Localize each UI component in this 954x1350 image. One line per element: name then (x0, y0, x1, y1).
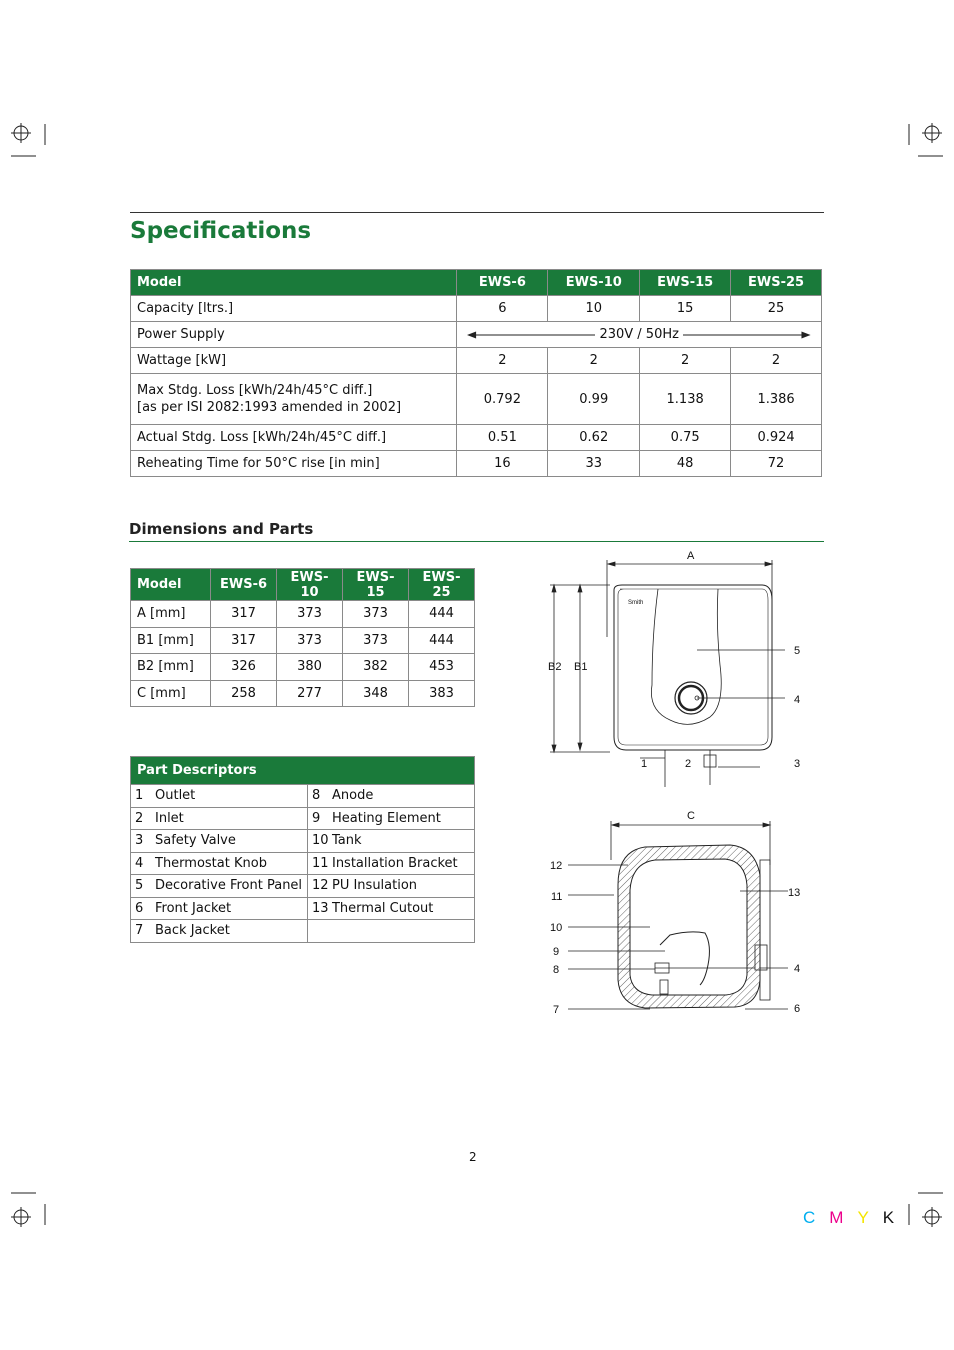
cmyk-k: K (882, 1208, 895, 1227)
callout-10: 10 (550, 922, 563, 934)
part-item: 4 Thermostat Knob (131, 852, 308, 875)
dimensions-table (130, 568, 475, 707)
cell: 2 (457, 348, 548, 374)
cell: 317 (211, 601, 277, 628)
cell: 326 (211, 654, 277, 681)
part-descriptors-table (130, 756, 475, 943)
table-row (131, 875, 475, 898)
table-header-row (131, 757, 475, 785)
row-label: Wattage [kW] (131, 348, 457, 374)
header-model: Model (131, 569, 211, 601)
section-view-diagram (540, 805, 830, 1030)
cell: 6 (457, 296, 548, 322)
cmyk-y: Y (857, 1208, 869, 1227)
callout-12: 12 (550, 860, 563, 872)
table-row (131, 897, 475, 920)
cell: 383 (409, 680, 475, 707)
part-item: 7 Back Jacket (131, 920, 308, 943)
cell: 0.99 (548, 374, 640, 425)
row-label: B2 [mm] (131, 654, 211, 681)
cell: 1.386 (731, 374, 822, 425)
cell: 0.51 (457, 425, 548, 451)
callout-11: 11 (551, 891, 563, 903)
callout-4b: 4 (794, 963, 801, 975)
cell: 2 (731, 348, 822, 374)
header-ews25: EWS-25 (731, 270, 822, 296)
header-ews10: EWS-10 (277, 569, 343, 601)
table-header-row (131, 569, 475, 601)
header-ews6: EWS-6 (211, 569, 277, 601)
label-b1: B1 (574, 661, 588, 673)
table-row (131, 451, 822, 477)
callout-13: 13 (788, 887, 801, 899)
cell: 25 (731, 296, 822, 322)
cell: 2 (640, 348, 731, 374)
row-label: Power Supply (131, 322, 457, 348)
header-ews25: EWS-25 (409, 569, 475, 601)
row-label: Actual Stdg. Loss [kWh/24h/45°C diff.] (131, 425, 457, 451)
section-title-dimensions: Dimensions and Parts (129, 520, 314, 538)
cell: 0.924 (731, 425, 822, 451)
cell: 373 (343, 627, 409, 654)
part-item-empty (307, 920, 474, 943)
cell: 2 (548, 348, 640, 374)
section-rule (129, 541, 824, 542)
callout-8: 8 (553, 964, 560, 976)
table-header-row (131, 270, 822, 296)
front-view-diagram (540, 545, 830, 790)
part-item: 11 Installation Bracket (307, 852, 474, 875)
table-row (131, 322, 822, 348)
part-item: 2 Inlet (131, 807, 308, 830)
part-item: 13 Thermal Cutout (307, 897, 474, 920)
cell: 15 (640, 296, 731, 322)
label-a: A (687, 550, 695, 562)
cell: 373 (277, 601, 343, 628)
cell: 382 (343, 654, 409, 681)
table-row (131, 807, 475, 830)
part-item: 10 Tank (307, 830, 474, 853)
brand-logo: Smith (628, 600, 644, 606)
table-row (131, 830, 475, 853)
cell: 453 (409, 654, 475, 681)
callout-4: 4 (794, 694, 801, 706)
cell: 0.62 (548, 425, 640, 451)
cell: 72 (731, 451, 822, 477)
cell: 10 (548, 296, 640, 322)
cmyk-color-bar (803, 1208, 908, 1228)
part-item: 6 Front Jacket (131, 897, 308, 920)
table-row (131, 348, 822, 374)
row-label-line1: Max Stdg. Loss [kWh/24h/45°C diff.] (137, 383, 373, 398)
row-label: A [mm] (131, 601, 211, 628)
cell: 0.792 (457, 374, 548, 425)
cell: 373 (343, 601, 409, 628)
callout-1: 1 (641, 758, 648, 770)
row-label: Capacity [ltrs.] (131, 296, 457, 322)
part-item: 12 PU Insulation (307, 875, 474, 898)
part-item: 3 Safety Valve (131, 830, 308, 853)
cell: 1.138 (640, 374, 731, 425)
table-row (131, 296, 822, 322)
cell: 444 (409, 601, 475, 628)
cell: 444 (409, 627, 475, 654)
label-c: C (687, 810, 695, 822)
page-title: Specifications (130, 218, 312, 244)
cell: 48 (640, 451, 731, 477)
table-row (131, 601, 475, 628)
table-row (131, 654, 475, 681)
header-model: Model (131, 270, 457, 296)
row-label (131, 374, 457, 425)
cell: 348 (343, 680, 409, 707)
row-label: C [mm] (131, 680, 211, 707)
row-label: Reheating Time for 50°C rise [in min] (131, 451, 457, 477)
row-label: B1 [mm] (131, 627, 211, 654)
cell: 277 (277, 680, 343, 707)
header-ews10: EWS-10 (548, 270, 640, 296)
cell: 16 (457, 451, 548, 477)
callout-5: 5 (794, 645, 801, 657)
table-row (131, 425, 822, 451)
table-row (131, 920, 475, 943)
cell: 380 (277, 654, 343, 681)
cell: 0.75 (640, 425, 731, 451)
callout-2: 2 (685, 758, 692, 770)
callout-9: 9 (553, 946, 560, 958)
part-item: 9 Heating Element (307, 807, 474, 830)
header-ews15: EWS-15 (343, 569, 409, 601)
part-item: 1 Outlet (131, 785, 308, 808)
power-supply-value: 230V / 50Hz (595, 327, 683, 342)
part-item: 8 Anode (307, 785, 474, 808)
table-row (131, 627, 475, 654)
table-row (131, 852, 475, 875)
page-number: 2 (469, 1150, 477, 1164)
header-ews15: EWS-15 (640, 270, 731, 296)
cmyk-m: M (829, 1208, 844, 1227)
callout-3: 3 (794, 758, 801, 770)
cmyk-c: C (803, 1208, 816, 1227)
cell: 258 (211, 680, 277, 707)
power-supply-cell (457, 322, 822, 348)
row-label-line2: [as per ISI 2082:1993 amended in 2002] (137, 400, 402, 415)
cell: 317 (211, 627, 277, 654)
table-row (131, 785, 475, 808)
table-row (131, 374, 822, 425)
top-rule (130, 212, 824, 213)
cell: 373 (277, 627, 343, 654)
header-ews6: EWS-6 (457, 270, 548, 296)
specifications-table (130, 269, 822, 477)
table-row (131, 680, 475, 707)
callout-7: 7 (553, 1004, 560, 1016)
part-descriptors-header: Part Descriptors (131, 757, 475, 785)
cell: 33 (548, 451, 640, 477)
part-item: 5 Decorative Front Panel (131, 875, 308, 898)
label-b2: B2 (548, 661, 562, 673)
callout-6: 6 (794, 1003, 801, 1015)
